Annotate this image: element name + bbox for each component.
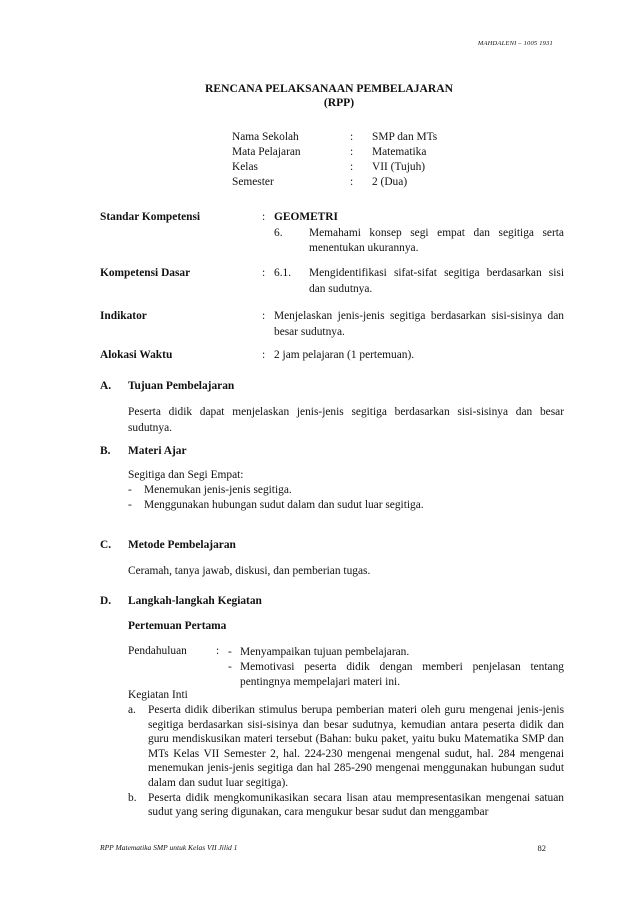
list-marker: a. xyxy=(128,704,136,716)
list-dash: - xyxy=(128,484,132,496)
kd-number: 6.1. xyxy=(274,267,292,279)
section-b-letter: B. xyxy=(100,445,111,457)
list-item xyxy=(228,660,564,690)
kd-text: Mengidentifikasi sifat-sifat segitiga berdasarkan sisi dan sudutnya. xyxy=(309,267,564,295)
kd-label: Kompetensi Dasar xyxy=(100,267,191,279)
list-item-text: Peserta didik mengkomunikasikan secara lisan atau mempresentasikan mengenai satuan sudut yang sering digunakan, cara mengukur besar sudut dan menggambar xyxy=(148,791,564,819)
page-footer-text: RPP Matematika SMP untuk Kelas VII Jilid 1 xyxy=(100,843,238,852)
section-a-letter: A. xyxy=(100,380,112,392)
document-title: RENCANA PELAKSANAAN PEMBELAJARAN xyxy=(205,82,453,95)
section-b-title: Materi Ajar xyxy=(128,445,187,457)
identity-key: Kelas xyxy=(232,161,258,173)
document-subtitle: (RPP) xyxy=(323,96,355,109)
sk-heading: GEOMETRI xyxy=(274,211,338,223)
identity-key: Mata Pelajaran xyxy=(232,146,301,158)
indikator-text: Menjelaskan jenis-jenis segitiga berdasarkan sisi-sisinya dan besar sudutnya. xyxy=(274,310,564,338)
list-item xyxy=(128,499,424,511)
section-d-letter: D. xyxy=(100,595,112,607)
kd-colon: : xyxy=(262,267,266,279)
alokasi-text: 2 jam pelajaran (1 pertemuan). xyxy=(274,349,415,361)
list-item-text: Menggunakan hubungan sudut dalam dan sudut luar segitiga. xyxy=(144,499,424,511)
section-b-intro: Segitiga dan Segi Empat: xyxy=(128,469,244,481)
sk-label: Standar Kompetensi xyxy=(100,211,201,223)
meeting-title: Pertemuan Pertama xyxy=(128,620,227,632)
inti-list xyxy=(128,703,564,820)
list-dash: - xyxy=(228,646,232,658)
list-item xyxy=(128,791,564,820)
sk-text: Memahami konsep segi empat dan segitiga serta menentukan ukurannya. xyxy=(309,226,564,254)
identity-value: Matematika xyxy=(372,146,427,158)
section-c-title: Metode Pembelajaran xyxy=(128,539,236,551)
identity-value: SMP dan MTs xyxy=(372,131,438,143)
sk-colon: : xyxy=(262,211,266,223)
identity-key: Nama Sekolah xyxy=(232,131,299,143)
section-a-title: Tujuan Pembelajaran xyxy=(128,380,235,392)
identity-value: VII (Tujuh) xyxy=(372,161,426,173)
list-item xyxy=(128,703,564,791)
list-item-text: Peserta didik diberikan stimulus berupa pemberian materi oleh guru mengenai jenis-jenis segitiga berdasarkan sisi-sisinya dan besar sudutnya, kemudian antara peserta didik dan guru mendiskusikan materi tersebut (Bahan: buku paket, yaitu buku Matematika SMP dan MTs Kelas VII Semester 2, hal. 224-230 mengenai mengenal sudut, hal. 284 mengenai menemukan jenis-jenis segitiga dan hal 285-290 mengenai menggunakan hubungan sudut dalam dan sudut luar segitiga). xyxy=(148,704,564,789)
pendahuluan-label: Pendahuluan xyxy=(128,645,187,657)
section-c-letter: C. xyxy=(100,539,112,551)
identity-sep: : xyxy=(350,131,354,143)
list-dash: - xyxy=(228,661,232,673)
identity-sep: : xyxy=(350,161,354,173)
identity-sep: : xyxy=(350,176,354,188)
list-item-text: Memotivasi peserta didik dengan memberi penjelasan tentang pentingnya mempelajari materi ini. xyxy=(240,661,564,688)
section-c-text: Ceramah, tanya jawab, diskusi, dan pemberian tugas. xyxy=(128,565,371,577)
list-item xyxy=(128,484,292,496)
alokasi-label: Alokasi Waktu xyxy=(100,349,173,361)
page-header-author: MAHDALENI – 1005 1931 xyxy=(477,40,553,47)
list-item-text: Menemukan jenis-jenis segitiga. xyxy=(144,484,292,496)
list-item-text: Menyampaikan tujuan pembelajaran. xyxy=(240,646,410,658)
page-number: 82 xyxy=(537,843,546,853)
section-a-text: Peserta didik dapat menjelaskan jenis-jenis segitiga berdasarkan sisi-sisinya dan besar sudutnya. xyxy=(128,406,564,434)
section-d-title: Langkah-langkah Kegiatan xyxy=(128,595,262,607)
sk-value xyxy=(274,210,564,257)
sk-number: 6. xyxy=(274,226,283,239)
identity-sep: : xyxy=(350,146,354,158)
indikator-colon: : xyxy=(262,310,266,322)
list-dash: - xyxy=(128,499,132,511)
inti-label: Kegiatan Inti xyxy=(128,689,188,701)
identity-value: 2 (Dua) xyxy=(372,176,408,188)
alokasi-colon: : xyxy=(262,349,266,361)
indikator-label: Indikator xyxy=(100,310,147,322)
pendahuluan-colon: : xyxy=(216,645,220,657)
kd-value xyxy=(274,266,564,297)
identity-key: Semester xyxy=(232,176,274,188)
list-item xyxy=(228,645,564,660)
list-marker: b. xyxy=(128,791,137,804)
pendahuluan-list xyxy=(228,645,564,690)
